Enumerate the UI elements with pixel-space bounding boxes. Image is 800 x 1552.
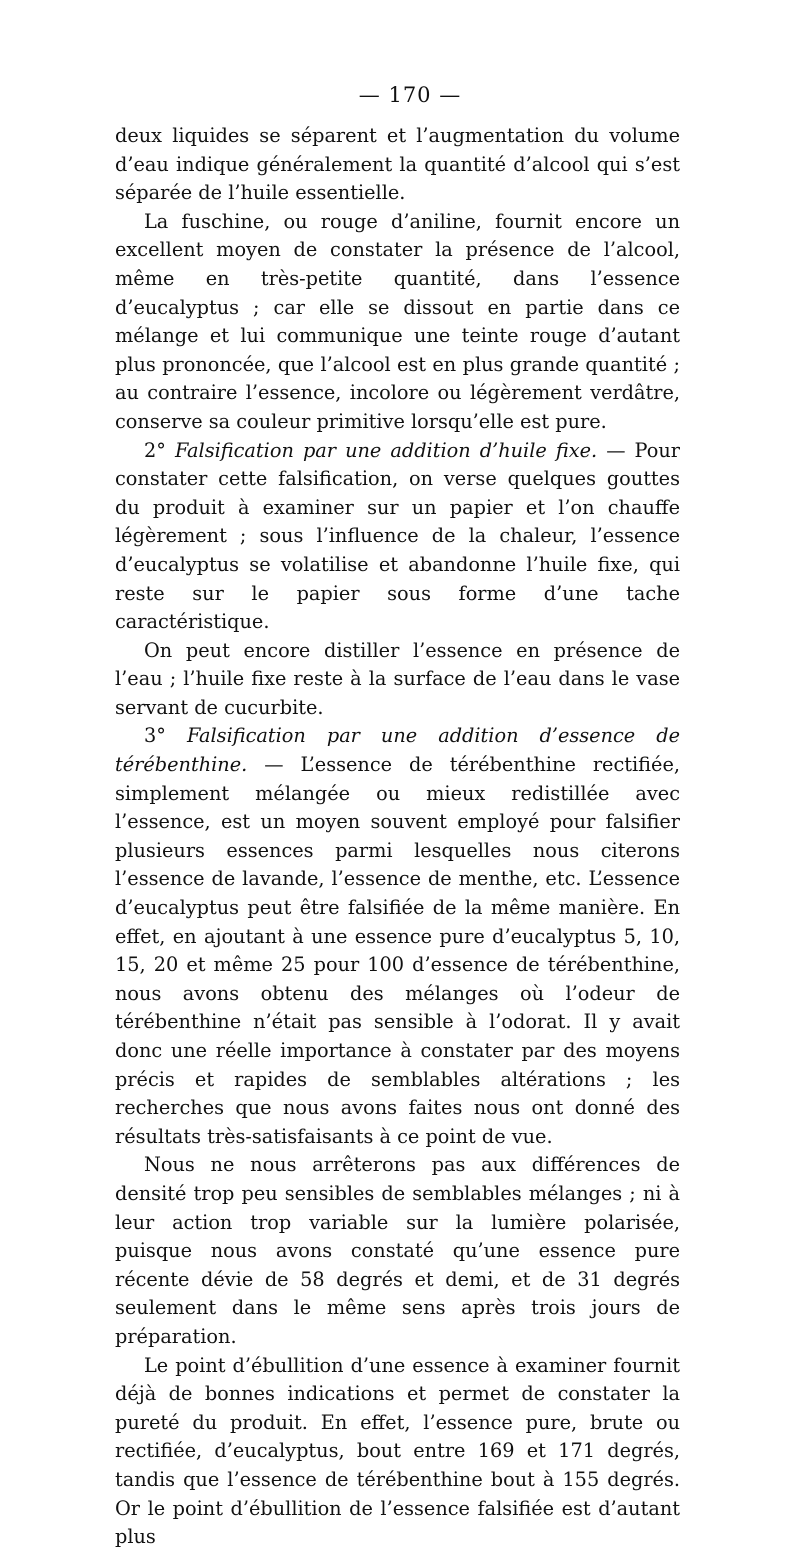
paragraph-text: La fuschine, ou rouge d’aniline, fournit encore un excellent moyen de constater la présence de l’alcool, même en très-petite quantité, dans l’essence d’eucalyptus ; car elle se dissout en partie dans ce mélange et lui communique une teinte rouge d’autant plus prononcée, que l’alcool est en plus grande quantité ; au contraire l’essence, incolore ou légèrement verdâtre, conserve sa couleur primitive lorsqu’elle est pure. (115, 209, 680, 433)
paragraph-p6 (115, 1151, 680, 1351)
section-heading-italic: Falsification par une addition d’huile fixe. (174, 438, 598, 462)
paragraph-text: Nous ne nous arrêterons pas aux différences de densité trop peu sensibles de semblables mélanges ; ni à leur action trop variable sur la lumière polarisée, puisque nous avons constaté qu’une essence pure récente dévie de 58 degrés et demi, et de 31 degrés seulement dans le même sens après trois jours de préparation. (115, 1153, 680, 1348)
paragraph-text: deux liquides se séparent et l’augmentation du volume d’eau indique généralement la quantité d’alcool qui s’est séparée de l’huile essentielle. (115, 124, 680, 205)
paragraph-p5 (115, 722, 680, 1151)
book-page (115, 82, 680, 1552)
paragraph-text: On peut encore distiller l’essence en présence de l’eau ; l’huile fixe reste à la surface de l’eau dans le vase servant de cucurbite. (115, 638, 680, 719)
paragraph-p2 (115, 208, 680, 437)
section-heading-italic: Falsification par une addition d’essence de térébenthine. (115, 724, 680, 777)
paragraph-text: — L’essence de térébenthine rectifiée, simplement mélangée ou mieux redistillée avec l’essence, est un moyen souvent employé pour falsifier plusieurs essences parmi lesquelles nous citerons l’essence de lavande, l’essence de menthe, etc. L’essence d’eucalyptus peut être falsifiée de la même manière. En effet, en ajoutant à une essence pure d’eucalyptus 5, 10, 15, 20 et même 25 pour 100 d’essence de térébenthine, nous avons obtenu des mélanges où l’odeur de térébenthine n’était pas sensible à l’odorat. Il y avait donc une réelle importance à constater par des moyens précis et rapides de semblables altérations ; les recherches que nous avons faites nous ont donné des résultats très-satisfaisants à ce point de vue. (115, 753, 680, 1148)
page-number: — 170 — (358, 83, 462, 107)
paragraph-text: — Pour constater cette falsification, on verse quelques gouttes du produit à examiner sur un papier et l’on chauffe légèrement ; sous l’influence de la chaleur, l’essence d’eucalyptus se volatilise et abandonne l’huile fixe, qui reste sur le papier sous forme d’une tache caractéristique. (115, 438, 680, 634)
paragraph-text: 3° (144, 724, 187, 748)
paragraph-text: 2° (144, 438, 175, 462)
paragraph-p7 (115, 1352, 680, 1552)
body-text (115, 122, 680, 1552)
paragraph-text: Le point d’ébullition d’une essence à examiner fournit déjà de bonnes indications et permet de constater la pureté du produit. En effet, l’essence pure, brute ou rectifiée, d’eucalyptus, bout entre 169 et 171 degrés, tandis que l’essence de térébenthine bout à 155 degrés. Or le point d’ébullition de l’essence falsifiée est d’autant plus (115, 1353, 680, 1549)
paragraph-p3 (115, 437, 680, 637)
paragraph-p1 (115, 122, 680, 208)
paragraph-p4 (115, 637, 680, 723)
